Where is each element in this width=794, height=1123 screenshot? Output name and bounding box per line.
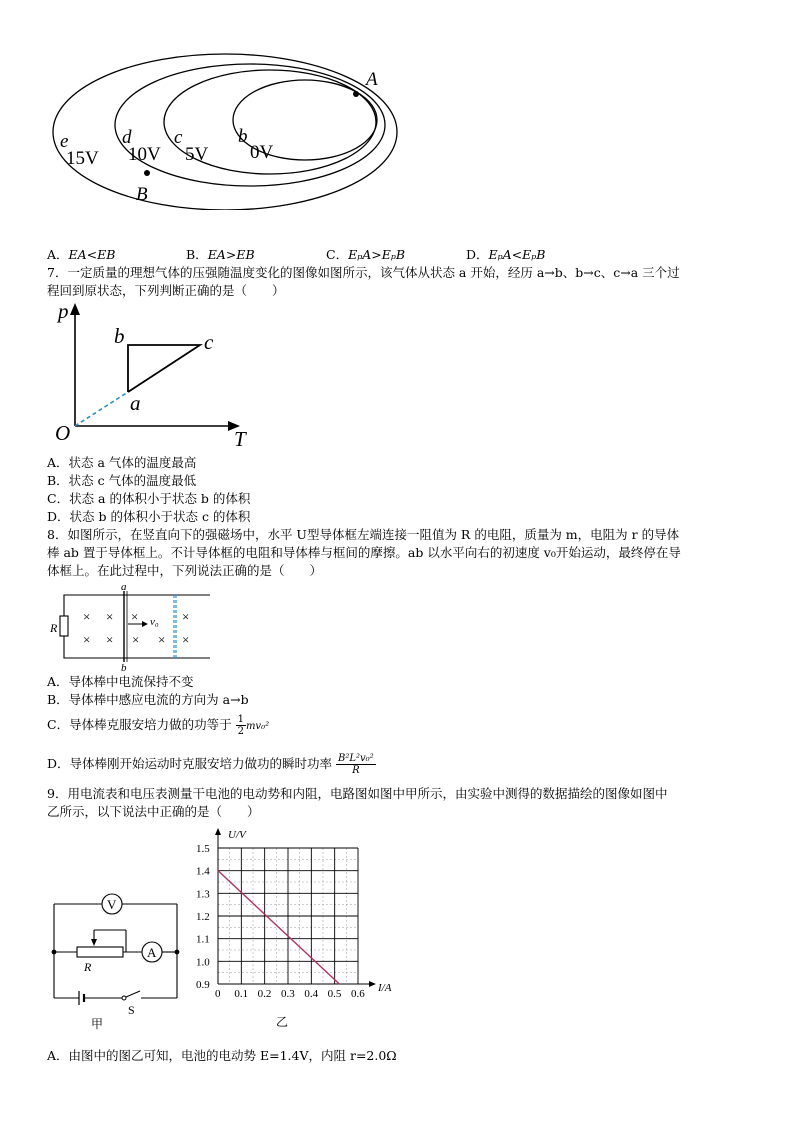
field-x-9: × <box>182 632 190 647</box>
chart-series-line <box>218 871 339 984</box>
velocity-arrowhead <box>142 621 148 627</box>
resistor-r <box>60 616 68 636</box>
q6-option-b: B．EA>EB <box>186 247 255 262</box>
point-a-label: a <box>130 391 141 415</box>
voltmeter-label: V <box>107 897 117 912</box>
u-frame-figure <box>48 582 214 672</box>
velocity-label: v₀ <box>150 616 159 628</box>
chart-y-axis-arrow <box>215 828 221 835</box>
q9-option-a: A．由图中的图乙可知，电池的电动势 E=1.4V，内阻 r=2.0Ω <box>47 1048 397 1063</box>
chart-x-tick-label: 0.2 <box>257 988 272 1000</box>
q6-option-c: C．EₚA>EₚB <box>326 247 406 262</box>
q6-option-a: A．EA<EB <box>47 247 116 262</box>
q7-options <box>47 454 752 526</box>
q8-stem <box>47 526 752 580</box>
q8-option-c-fraction: $\frac{1}{2}$ <box>237 714 244 737</box>
dashed-extension <box>75 392 128 426</box>
chart-y-tick-label: 0.9 <box>196 979 210 991</box>
ui-chart <box>190 826 405 1031</box>
q7-option-d: D．状态 b 的体积小于状态 c 的体积 <box>47 509 251 524</box>
chart-y-tick-label: 1.0 <box>196 956 210 969</box>
circuit-diagram <box>44 888 186 1030</box>
rod-label-a: a <box>121 582 127 593</box>
q8-option-c-tail: mv₀² <box>245 721 270 732</box>
q8-option-c-text: C．导体棒克服安培力做的功等于 <box>47 717 232 732</box>
q8-option-a: A．导体棒中电流保持不变 <box>47 674 194 689</box>
switch-blade <box>126 991 140 997</box>
q8-option-d <box>47 749 376 779</box>
p-label: p <box>58 300 69 323</box>
chart-x-tick-label: 0.6 <box>351 988 365 1000</box>
chart-x-axis-arrow <box>369 981 376 987</box>
label-d-volt: 10V <box>128 144 161 165</box>
chart-x-tick-label: 0.3 <box>281 988 295 1000</box>
chart-xlabel: I/A <box>378 982 392 994</box>
q9-stem <box>47 785 752 821</box>
q9-stem-line1: 9．用电流表和电压表测量干电池的电动势和内阻，电路图如图中甲所示，由实验中测得的数据描绘的图像如图中 <box>47 786 668 801</box>
u-frame <box>64 595 210 658</box>
chart-y-tick-label: 1.4 <box>196 865 210 878</box>
chart-y-tick-label: 1.5 <box>196 843 210 855</box>
q8-option-b: B．导体棒中感应电流的方向为 a→b <box>47 692 249 707</box>
chart-x-tick-label: 0.4 <box>304 988 319 1000</box>
q7-option-b: B．状态 c 气体的温度最低 <box>47 473 197 488</box>
point-b-label: b <box>114 324 125 348</box>
equipotential-d <box>115 64 385 186</box>
p-axis-arrow <box>70 303 80 315</box>
field-x-2: × <box>106 609 114 624</box>
label-b-volt: 0V <box>250 142 274 163</box>
point-b-dot <box>144 170 150 176</box>
q7-stem-line1: 7．一定质量的理想气体的压强随温度变化的图像如图所示，该气体从状态 a 开始，经历 a→b、b→c、c→a 三个过 <box>47 265 680 280</box>
cycle-abc <box>128 345 200 392</box>
chart-x-tick-label: 0.1 <box>234 988 249 1000</box>
equipotential-figure <box>50 50 410 210</box>
rheostat-label: R <box>84 960 92 974</box>
field-x-5: × <box>83 632 91 647</box>
point-b-label: B <box>136 184 148 205</box>
q9-stem-line2: 乙所示，以下说法中正确的是（ ） <box>47 804 260 819</box>
field-x-3: × <box>131 609 139 624</box>
chart-x-tick-label: 0 <box>215 988 221 1000</box>
point-a-label: A <box>366 69 378 90</box>
label-b-letter: b <box>238 126 248 147</box>
field-x-1: × <box>83 609 91 624</box>
q8-stem-line2: 棒 ab 置于导体框上。不计导体框的电阻和导体棒与框间的摩擦。ab 以水平向右的初速度 v₀开始运动，最终停在导 <box>47 545 681 560</box>
chart-ylabel: U/V <box>228 829 246 841</box>
point-c-label: c <box>204 330 214 354</box>
switch-contact <box>122 996 126 1000</box>
ammeter-label: A <box>147 945 157 960</box>
label-c-letter: c <box>174 127 183 148</box>
switch-label: S <box>128 1003 135 1017</box>
q7-stem <box>47 264 752 300</box>
chart-x-tick-label: 0.5 <box>327 988 342 1000</box>
q6-option-d: D．EₚA<EₚB <box>466 247 546 262</box>
field-x-7: × <box>132 632 140 647</box>
field-x-8: × <box>158 632 166 647</box>
label-d-letter: d <box>122 127 132 148</box>
field-x-6: × <box>106 632 114 647</box>
rheostat <box>77 947 123 957</box>
q7-option-c: C．状态 a 的体积小于状态 b 的体积 <box>47 491 251 506</box>
q8-option-d-text: D．导体棒刚开始运动时克服安培力做功的瞬时功率 <box>47 756 333 771</box>
q8-stem-line3: 体框上。在此过程中，下列说法正确的是（ ） <box>47 563 323 578</box>
rod-label-b: b <box>121 662 127 672</box>
resistor-label: R <box>50 621 58 635</box>
q8-option-c <box>47 711 269 741</box>
label-c-volt: 5V <box>185 144 209 165</box>
chart-y-tick-label: 1.1 <box>196 933 210 946</box>
field-x-4: × <box>182 609 190 624</box>
pt-graph <box>50 300 260 452</box>
q8-stem-line1: 8．如图所示，在竖直向下的强磁场中，水平 U型导体框左端连接一阻值为 R 的电阻，质量为 m，电阻为 r 的导体 <box>47 527 680 542</box>
point-a-dot <box>353 91 359 97</box>
chart-y-tick-label: 1.2 <box>196 911 210 923</box>
slider-arrow <box>91 939 97 946</box>
equipotential-e <box>53 54 397 210</box>
q7-stem-line2: 程回到原状态，下列判断正确的是（ ） <box>47 283 285 298</box>
caption-yi: 乙 <box>276 1015 289 1029</box>
label-e-volt: 15V <box>66 148 99 169</box>
chart-y-tick-label: 1.3 <box>196 888 210 901</box>
q7-option-a: A．状态 a 气体的温度最高 <box>47 455 197 470</box>
label-e-letter: e <box>60 131 69 152</box>
caption-jia: 甲 <box>91 1017 104 1030</box>
t-label: T <box>234 427 246 451</box>
q8-option-d-fraction: $\frac{\text{B²L²v₀²}}{R}$ <box>338 753 374 776</box>
origin-label: O <box>55 421 71 445</box>
